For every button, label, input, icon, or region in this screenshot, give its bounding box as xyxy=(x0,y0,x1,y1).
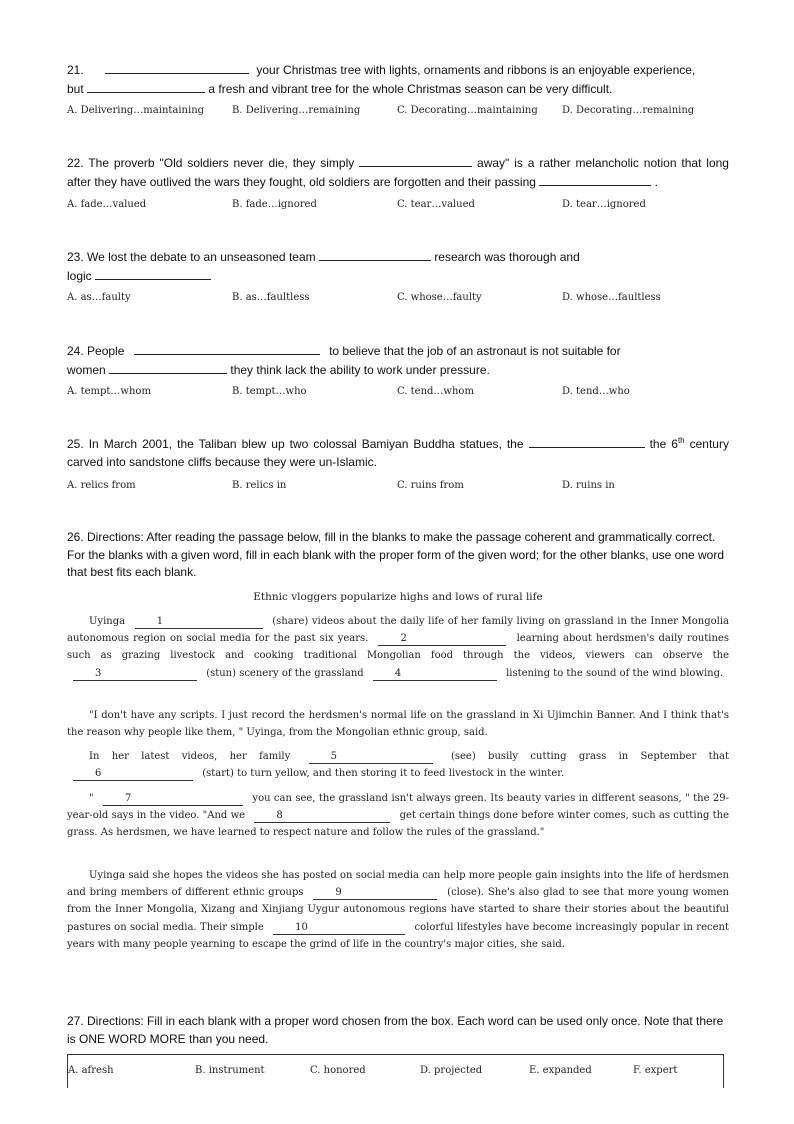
question-21: 21. your Christmas tree with lights, ornaments and ribbons is an enjoyable experience, but a fresh and vibrant tree for the whole Christmas season can be very difficult. xyxy=(67,63,696,96)
option-c[interactable]: C. ruins from xyxy=(397,480,464,491)
answer-blank[interactable] xyxy=(134,342,320,355)
question-22: 22. The proverb "Old soldiers never die, they simply away" is a rather melancholic notion that long after they have outlived the wars they fought, old soldiers are forgotten and their passing . xyxy=(67,156,729,189)
options-21 xyxy=(67,105,729,119)
passage-blank-10[interactable]: 10 xyxy=(273,922,405,935)
word-option-b: B. instrument xyxy=(195,1065,265,1076)
passage-blank-2[interactable]: 2 xyxy=(378,633,506,646)
question-26-directions: 26. Directions: After reading the passage below, fill in the blanks to make the passage coherent and grammatically correct. For the blanks with a given word, fill in each blank with the proper form of the given word; for the other blanks, use one word that best fits each blank. xyxy=(67,530,725,579)
word-option-c: C. honored xyxy=(310,1065,366,1076)
word-option-d: D. projected xyxy=(420,1065,483,1076)
passage-blank-4[interactable]: 4 xyxy=(373,668,497,681)
option-a[interactable]: A. Delivering…maintaining xyxy=(67,105,205,116)
answer-blank[interactable] xyxy=(359,154,472,167)
question-number: 21. xyxy=(67,63,84,77)
option-a[interactable]: A. tempt…whom xyxy=(67,386,151,397)
option-d[interactable]: D. ruins in xyxy=(562,480,615,491)
passage-blank-5[interactable]: 5 xyxy=(309,751,433,764)
option-d[interactable]: D. Decorating…remaining xyxy=(562,105,695,116)
passage-paragraph-5: Uyinga said she hopes the videos she has posted on social media can help more people gain insights into the life of herdsmen and bring members of different ethnic groups 9 (close). She's also glad to see that more young women from the Inner Mongolia, Xizang and Xinjiang Uygur autonomous regions have started to share their stories about the beautiful pastures on social media. Their simple 10 colorful lifestyles have become increasingly popular in recent years with many people yearning to escape the grind of life in the country's major cities, she said. xyxy=(67,870,729,950)
question-27-directions: 27. Directions: Fill in each blank with a proper word chosen from the box. Each word can be used only once. Note that there is ONE WORD MORE than you need. xyxy=(67,1014,724,1046)
passage-paragraph-3: In her latest videos, her family 5 (see) busily cutting grass in September that 6 (start) to turn yellow, and then storing it to feed livestock in the winter. xyxy=(67,748,729,782)
word-option-f: F. expert xyxy=(633,1065,678,1076)
passage-blank-3[interactable]: 3 xyxy=(73,668,197,681)
option-b[interactable]: B. tempt…who xyxy=(232,386,307,397)
option-c[interactable]: C. Decorating…maintaining xyxy=(397,105,538,116)
question-23: 23. We lost the debate to an unseasoned team research was thorough and logic xyxy=(67,250,580,283)
answer-blank[interactable] xyxy=(319,248,431,261)
passage-paragraph-1: Uyinga 1 (share) videos about the daily life of her family living on grassland in the Inner Mongolia autonomous region on social media for the past six years. 2 learning about herdsmen's daily routines such as grazing livestock and cooking traditional Mongolian food through the videos, viewers can observe the 3 (stun) scenery of the grassland 4 listening to the sound of the wind blowing. xyxy=(67,616,730,679)
passage-title: Ethnic vloggers popularize highs and lows of rural life xyxy=(253,591,543,603)
passage-blank-8[interactable]: 8 xyxy=(254,810,390,823)
option-d[interactable]: D. tend…who xyxy=(562,386,630,397)
passage-blank-1[interactable]: 1 xyxy=(135,616,263,629)
passage-blank-7[interactable]: 7 xyxy=(103,793,243,806)
passage-blank-9[interactable]: 9 xyxy=(313,887,437,900)
passage-paragraph-2: "I don't have any scripts. I just record the herdsmen's normal life on the grassland in Xi Ujimchin Banner. And I think that's the reason why people like them, " Uyinga, from the Mongolian ethnic group, said. xyxy=(67,710,729,739)
option-b[interactable]: B. Delivering…remaining xyxy=(232,105,361,116)
options-24 xyxy=(67,386,729,400)
passage-blank-6[interactable]: 6 xyxy=(73,768,193,781)
option-c[interactable]: C. whose…faulty xyxy=(397,292,482,303)
question-24: 24. People to believe that the job of an astronaut is not suitable for women they think lack the ability to work under pressure. xyxy=(67,344,621,377)
option-b[interactable]: B. fade…ignored xyxy=(232,199,317,210)
passage-paragraph-4: " 7 you can see, the grassland isn't always green. Its beauty varies in different seasons, " the 29-year-old says in the video. "And we 8 get certain things done before winter comes, such as cutting the grass. As herdsmen, we have learned to respect nature and follow the rules of the grassland." xyxy=(67,793,729,839)
option-d[interactable]: D. tear…ignored xyxy=(562,199,646,210)
word-box xyxy=(67,1054,724,1088)
option-b[interactable]: B. relics in xyxy=(232,480,287,491)
options-25 xyxy=(67,480,729,494)
option-a[interactable]: A. fade…valued xyxy=(67,199,147,210)
answer-blank[interactable] xyxy=(109,361,227,374)
word-option-a: A. afresh xyxy=(68,1065,114,1076)
answer-blank[interactable] xyxy=(87,80,205,93)
question-25: 25. In March 2001, the Taliban blew up two colossal Bamiyan Buddha statues, the the 6th century carved into sandstone cliffs because they were un-Islamic. xyxy=(67,436,729,469)
option-a[interactable]: A. relics from xyxy=(67,480,136,491)
options-22 xyxy=(67,199,729,213)
answer-blank[interactable] xyxy=(529,435,645,448)
option-b[interactable]: B. as…faultless xyxy=(232,292,310,303)
option-d[interactable]: D. whose…faultless xyxy=(562,292,661,303)
answer-blank[interactable] xyxy=(105,61,249,74)
option-c[interactable]: C. tend…whom xyxy=(397,386,474,397)
option-a[interactable]: A. as…faulty xyxy=(67,292,131,303)
word-option-e: E. expanded xyxy=(529,1065,592,1076)
answer-blank[interactable] xyxy=(539,173,651,186)
answer-blank[interactable] xyxy=(95,267,211,280)
options-23 xyxy=(67,292,729,306)
option-c[interactable]: C. tear…valued xyxy=(397,199,475,210)
